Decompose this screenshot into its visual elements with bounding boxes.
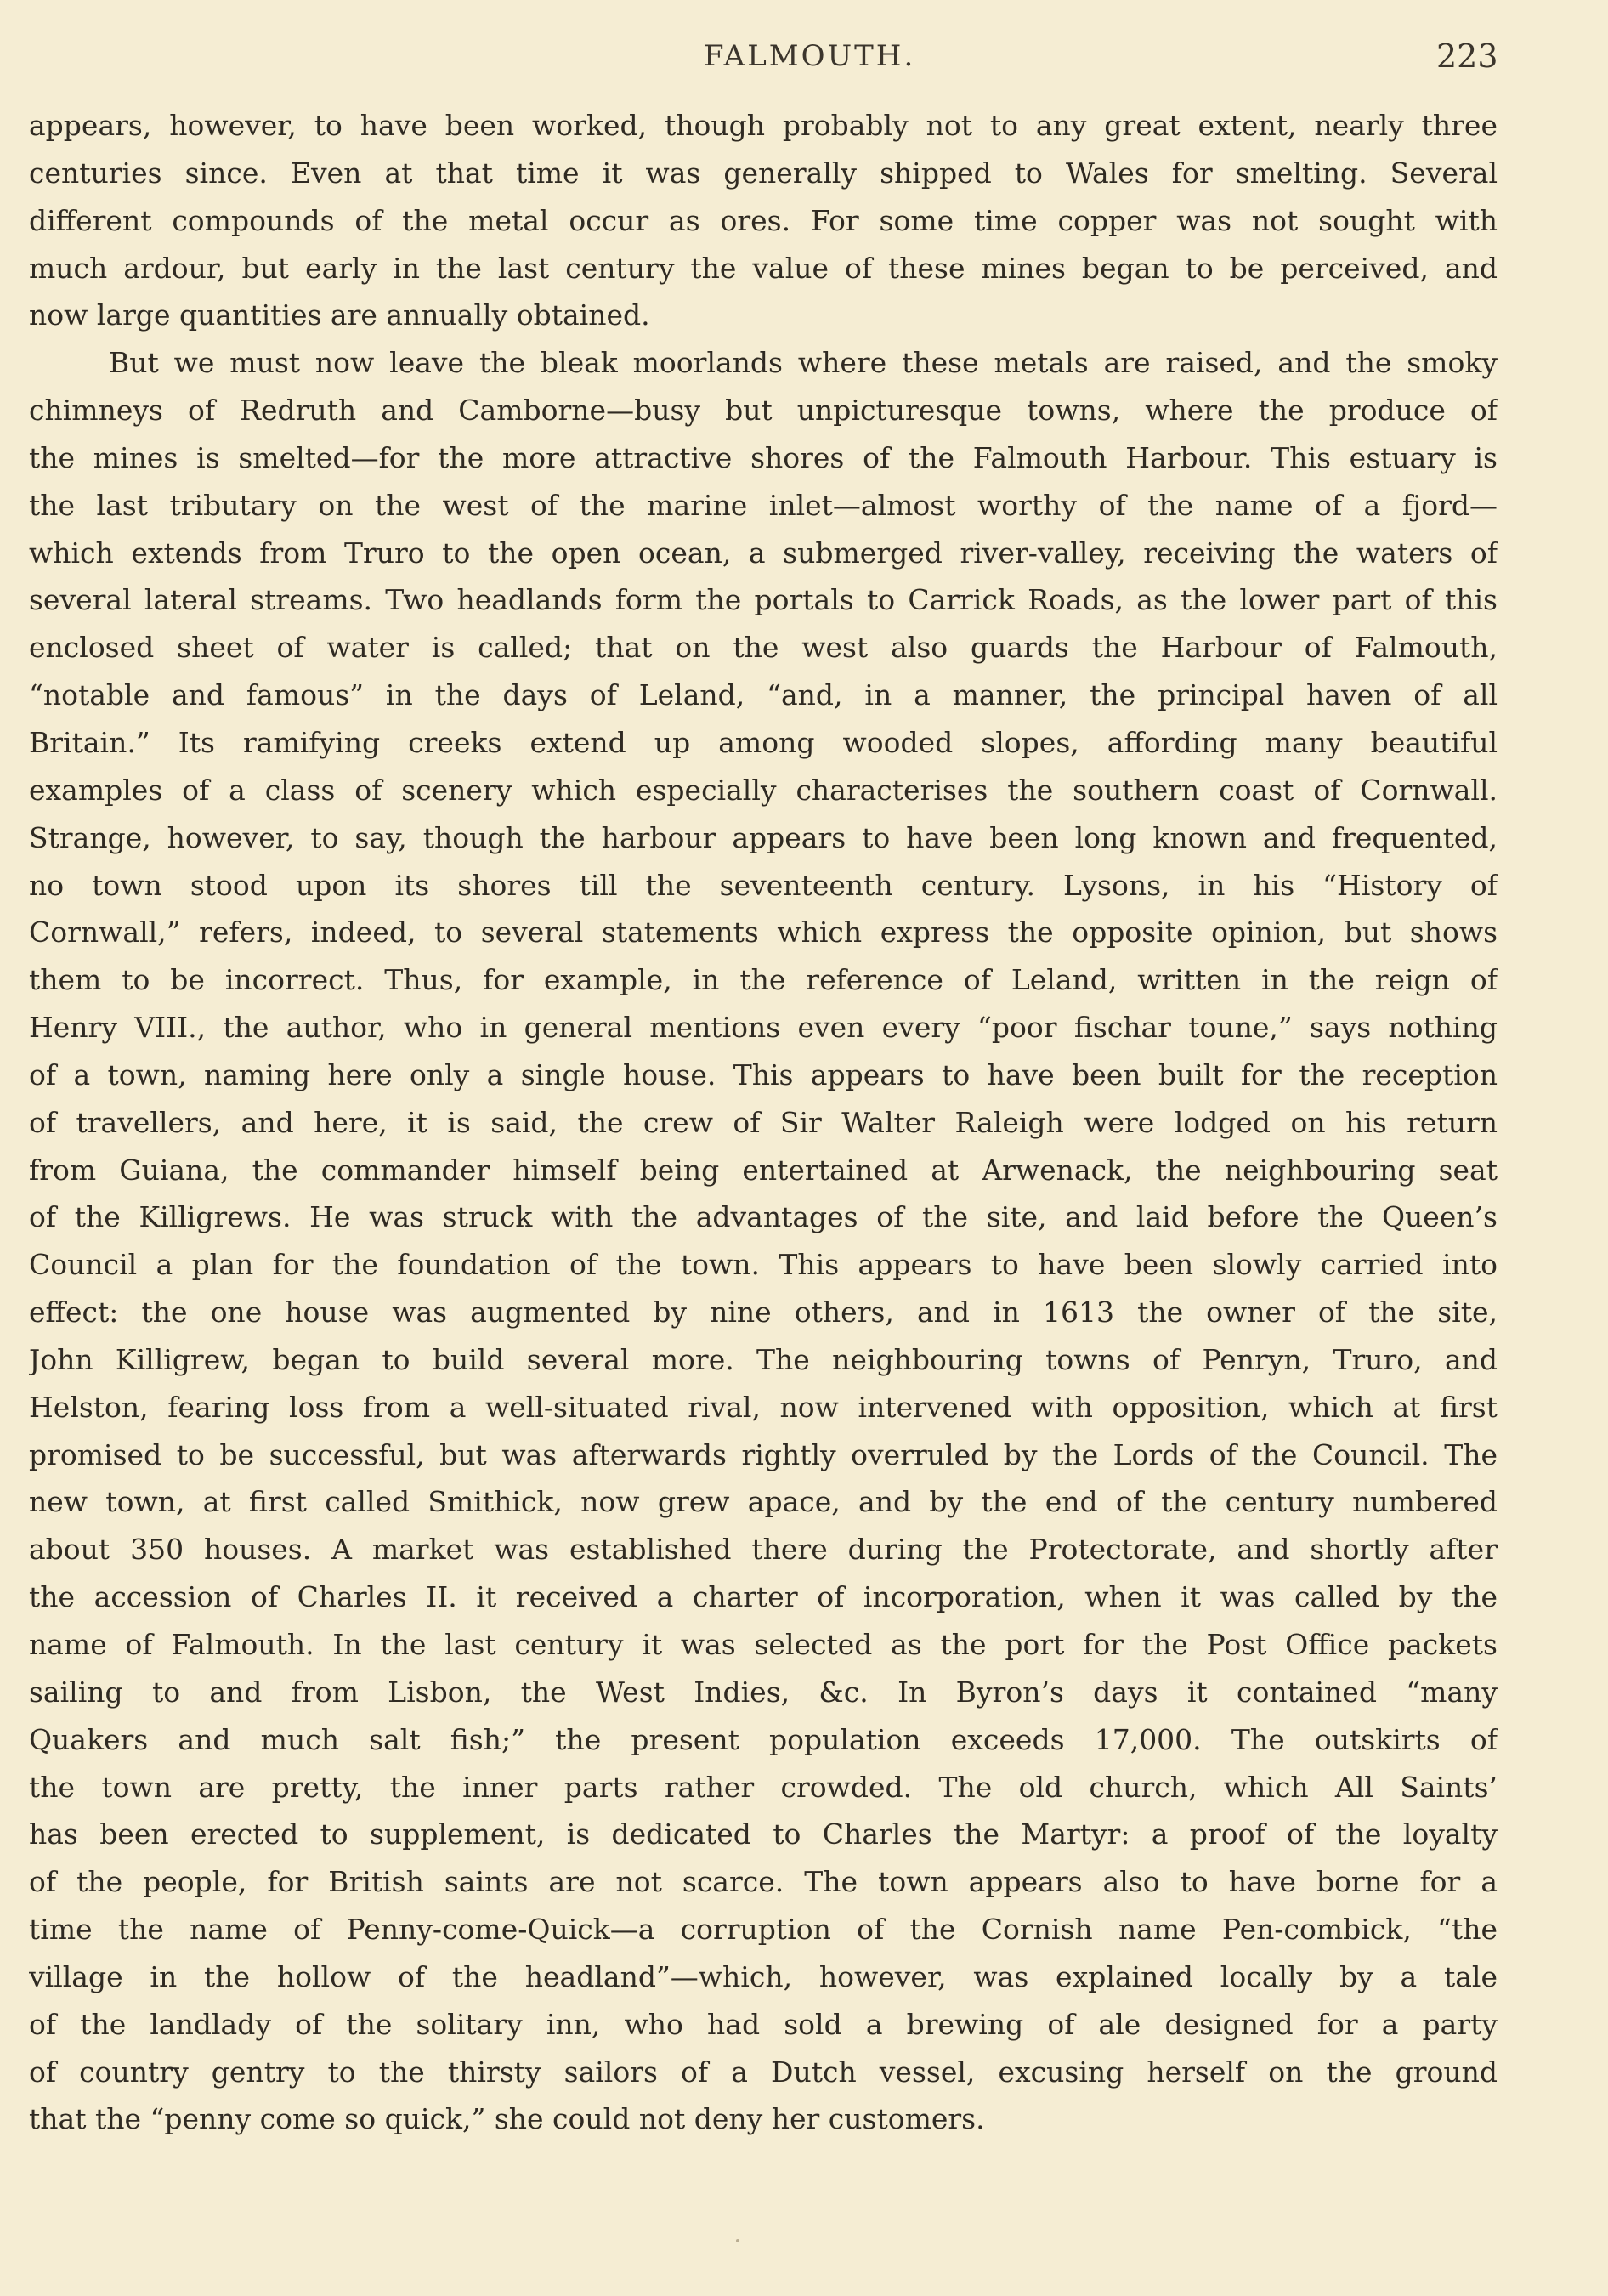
- text-line: village in the hollow of the headland”—which, however, was explained locally by a tale: [29, 1959, 1498, 1993]
- page-number: 223: [1436, 37, 1498, 75]
- body-text: [29, 102, 1498, 2143]
- text-line: has been erected to supplement, is dedicated to Charles the Martyr: a proof of the loyalty: [29, 1817, 1498, 1851]
- text-line: examples of a class of scenery which especially characterises the southern coast of Cornwall.: [29, 773, 1498, 807]
- text-line: of a town, naming here only a single house. This appears to have been built for the reception: [29, 1057, 1498, 1091]
- text-line: from Guiana, the commander himself being entertained at Arwenack, the neighbouring seat: [29, 1153, 1498, 1187]
- text-line: of the landlady of the solitary inn, who had sold a brewing of ale designed for a party: [29, 2007, 1498, 2041]
- text-line: of the Killigrews. He was struck with the advantages of the site, and laid before the Queen’s: [29, 1200, 1498, 1234]
- text-line: centuries since. Even at that time it was generally shipped to Wales for smelting. Several: [29, 156, 1498, 190]
- text-line: no town stood upon its shores till the seventeenth century. Lysons, in his “History of: [29, 868, 1498, 902]
- paper-speck: [736, 2239, 739, 2242]
- text-line: which extends from Truro to the open ocean, a submerged river-valley, receiving the waters of: [29, 536, 1498, 570]
- text-line: Henry VIII., the author, who in general mentions even every “poor fischar toune,” says nothing: [29, 1011, 1498, 1045]
- text-line: sailing to and from Lisbon, the West Indies, &c. In Byron’s days it contained “many: [29, 1675, 1498, 1709]
- text-line: effect: the one house was augmented by nine others, and in 1613 the owner of the site,: [29, 1295, 1498, 1329]
- text-line: the mines is smelted—for the more attractive shores of the Falmouth Harbour. This estuary is: [29, 440, 1498, 474]
- text-line: of travellers, and here, it is said, the crew of Sir Walter Raleigh were lodged on his return: [29, 1105, 1498, 1139]
- running-title: FALMOUTH.: [704, 39, 916, 73]
- text-line: them to be incorrect. Thus, for example, in the reference of Leland, written in the reign of: [29, 963, 1498, 997]
- paragraph-first-line: But we must now leave the bleak moorlands where these metals are raised, and the smoky: [109, 346, 1498, 380]
- text-line: about 350 houses. A market was established there during the Protectorate, and shortly after: [29, 1533, 1498, 1567]
- text-line: of the people, for British saints are not scarce. The town appears also to have borne for a: [29, 1865, 1498, 1899]
- text-line: Council a plan for the foundation of the town. This appears to have been slowly carried into: [29, 1248, 1498, 1282]
- text-line: much ardour, but early in the last century the value of these mines began to be perceived, and: [29, 251, 1498, 285]
- text-line: that the “penny come so quick,” she could not deny her customers.: [29, 2102, 985, 2136]
- text-line: of country gentry to the thirsty sailors of a Dutch vessel, excusing herself on the ground: [29, 2055, 1498, 2089]
- text-line: the accession of Charles II. it received a charter of incorporation, when it was called by the: [29, 1580, 1498, 1614]
- text-line: enclosed sheet of water is called; that on the west also guards the Harbour of Falmouth,: [29, 631, 1498, 665]
- text-line: “notable and famous” in the days of Leland, “and, in a manner, the principal haven of all: [29, 678, 1498, 712]
- text-line: Cornwall,” refers, indeed, to several statements which express the opposite opinion, but shows: [29, 916, 1498, 950]
- text-line: the town are pretty, the inner parts rather crowded. The old church, which All Saints’: [29, 1770, 1498, 1804]
- text-line: now large quantities are annually obtained.: [29, 298, 650, 332]
- text-line: promised to be successful, but was afterwards rightly overruled by the Lords of the Council. The: [29, 1437, 1498, 1471]
- text-line: several lateral streams. Two headlands form the portals to Carrick Roads, as the lower part of this: [29, 583, 1498, 617]
- text-line: Quakers and much salt fish;” the present population exceeds 17,000. The outskirts of: [29, 1722, 1498, 1756]
- text-line: appears, however, to have been worked, though probably not to any great extent, nearly three: [29, 109, 1498, 142]
- text-line: time the name of Penny-come-Quick—a corruption of the Cornish name Pen-combick, “the: [29, 1913, 1498, 1947]
- text-line: Strange, however, to say, though the harbour appears to have been long known and frequented,: [29, 820, 1498, 854]
- text-line: chimneys of Redruth and Camborne—busy but unpicturesque towns, where the produce of: [29, 394, 1498, 428]
- text-line: name of Falmouth. In the last century it was selected as the port for the Post Office packets: [29, 1628, 1498, 1661]
- text-line: Helston, fearing loss from a well-situated rival, now intervened with opposition, which at first: [29, 1390, 1498, 1424]
- text-line: Britain.” Its ramifying creeks extend up among wooded slopes, affording many beautiful: [29, 725, 1498, 759]
- text-line: the last tributary on the west of the marine inlet—almost worthy of the name of a fjord—: [29, 488, 1498, 522]
- text-line: John Killigrew, began to build several more. The neighbouring towns of Penryn, Truro, and: [29, 1342, 1498, 1376]
- text-line: different compounds of the metal occur as ores. For some time copper was not sought with: [29, 203, 1498, 237]
- running-head: [0, 39, 1608, 73]
- text-line: new town, at first called Smithick, now grew apace, and by the end of the century numbered: [29, 1485, 1498, 1519]
